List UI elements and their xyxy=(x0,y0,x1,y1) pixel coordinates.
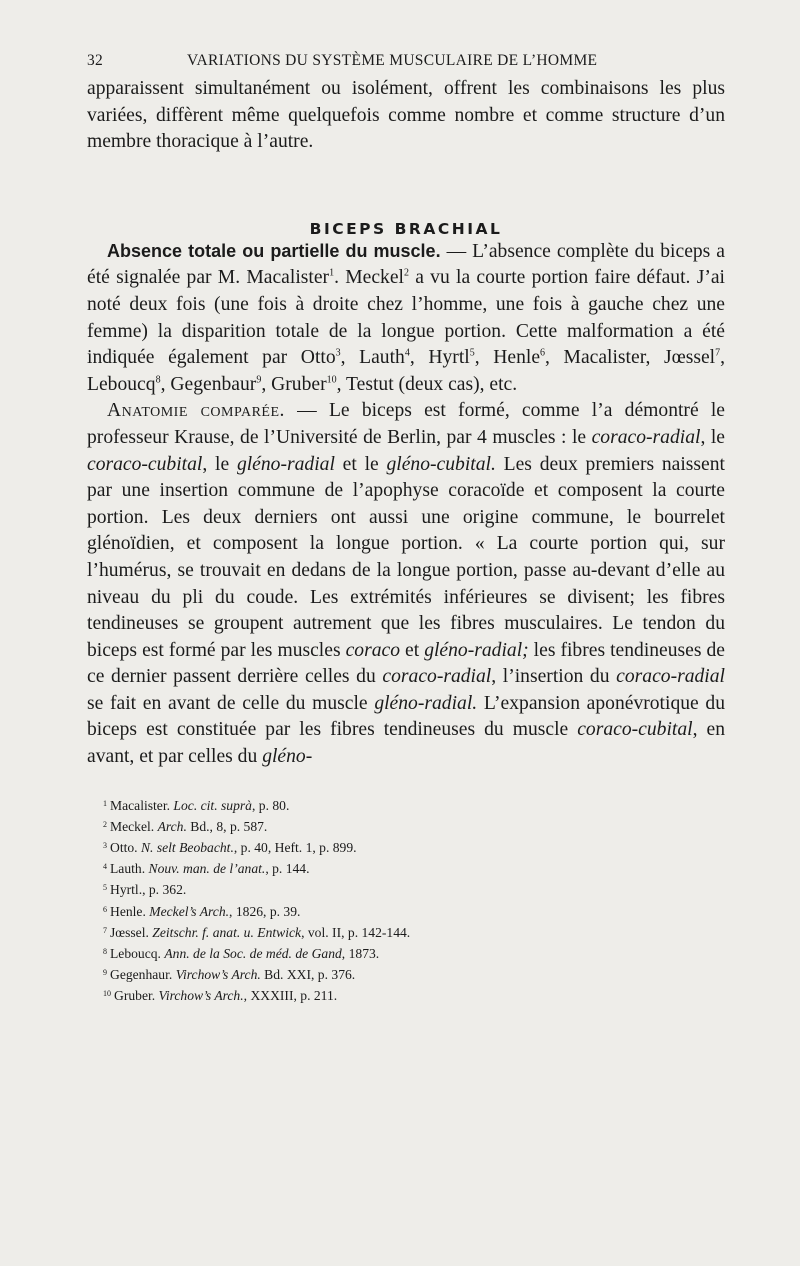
text-run: , Henle xyxy=(474,347,541,369)
footnote-text: Macalister. xyxy=(110,797,174,813)
text-run: , le xyxy=(700,426,726,448)
footnote xyxy=(103,795,725,816)
page xyxy=(87,52,725,1007)
text-run: et le xyxy=(334,453,387,475)
footnote-ref: 2 xyxy=(403,267,409,279)
text-run: , Gruber xyxy=(261,373,327,395)
footnote xyxy=(103,816,725,837)
section-title: BICEPS BRACHIAL xyxy=(309,219,503,238)
footnote xyxy=(103,922,725,943)
footnote-text: , p. 40, Heft. 1, p. 899. xyxy=(233,840,357,856)
footnote-title: Loc. cit. suprà xyxy=(173,797,252,813)
footnote xyxy=(103,858,725,879)
footnote-title: N. selt Beobacht. xyxy=(140,840,234,856)
running-head xyxy=(87,52,725,76)
footnote xyxy=(103,943,725,964)
footnote-text: Bd., 8, p. 587. xyxy=(186,818,268,834)
footnote-number: 4 xyxy=(103,862,107,872)
footnote-ref: 10 xyxy=(326,374,337,386)
footnote-ref: 6 xyxy=(540,347,546,359)
text-run: , Lauth xyxy=(340,347,405,369)
footnote-text: , vol. II, p. 142-144. xyxy=(301,924,411,940)
text-run: , Gegenbaur xyxy=(160,373,257,395)
text-run: , Leboucq xyxy=(87,347,726,395)
footnote-ref: 4 xyxy=(404,347,410,359)
italic-term: gléno-radial xyxy=(236,453,335,475)
footnote xyxy=(103,964,725,985)
absence-paragraph xyxy=(87,238,725,399)
footnote-text: , 1826, p. 39. xyxy=(229,903,301,919)
footnote-title: Virchow’s Arch. xyxy=(175,967,261,983)
footnotes xyxy=(87,795,725,1007)
text-run: les fibres tendineuses de ce dernier passent derrière celles du xyxy=(87,639,726,688)
intro-paragraph: apparaissent simultanément ou isolément, offrent les combinaisons les plus variées, diffèrent même quelquefois comme nombre et comme structure d’un membre thoracique à l’autre. xyxy=(87,78,725,153)
italic-term: gléno-radial. xyxy=(374,692,478,714)
text-run: L’expansion aponévrotique du biceps est constituée par les fibres tendineuses du muscle xyxy=(87,692,726,741)
text-run: . Meckel xyxy=(334,267,404,289)
text-run: , l’insertion du xyxy=(491,666,617,688)
italic-term: coraco-cubital xyxy=(87,453,203,475)
anatomie-lead: Anatomie comparée. xyxy=(107,400,285,422)
text-run: , en avant, et par celles du xyxy=(87,719,725,768)
footnote-number: 10 xyxy=(103,989,111,999)
footnote-text: Hyrtl., p. 362. xyxy=(110,882,187,898)
footnote xyxy=(103,837,725,858)
footnote-text: Gruber. xyxy=(114,988,159,1004)
text-run: , le xyxy=(202,453,237,475)
footnote-text: , p. 80. xyxy=(251,797,290,813)
footnote xyxy=(103,901,725,922)
footnote-text: Lauth. xyxy=(110,861,149,877)
footnote-title: Nouv. man. de l’anat. xyxy=(148,861,266,877)
text-run: et xyxy=(400,639,425,661)
running-title: VARIATIONS DU SYSTÈME MUSCULAIRE DE L’HOMME xyxy=(187,52,598,69)
italic-term: gléno-radial; xyxy=(424,639,529,661)
text-run: , Testut (deux cas), etc. xyxy=(336,373,518,395)
text-run: , Macalister, Jœssel xyxy=(545,347,716,369)
text-run: — Le biceps est formé, comme l’a démontré le professeur Krause, de l’Université de Berlin, par 4 muscles : le xyxy=(87,400,726,448)
footnote-number: 1 xyxy=(103,798,107,808)
footnote-title: Meckel’s Arch. xyxy=(149,903,230,919)
text-run: — L’absence complète du biceps a été signalée par M. Macalister xyxy=(87,240,725,289)
footnote-text: Leboucq. xyxy=(110,945,165,961)
footnote-text: Otto. xyxy=(110,840,141,856)
text-run: a vu la courte portion faire défaut. J’ai noté deux fois (une fois à droite chez l’homme, une fois à gauche chez une femme) la disparition totale de la longue portion. Cette malformation a été indiquée également par Otto xyxy=(87,267,725,369)
footnote-ref: 9 xyxy=(256,374,262,386)
footnote-number: 8 xyxy=(103,946,107,956)
footnote-number: 9 xyxy=(103,968,107,978)
footnote-ref: 1 xyxy=(329,267,335,279)
footnote-number: 2 xyxy=(103,819,107,829)
footnote xyxy=(103,985,725,1006)
italic-term: coraco-radial xyxy=(382,666,492,688)
footnote-title: Ann. de la Soc. de méd. de Gand xyxy=(164,945,342,961)
footnote-number: 5 xyxy=(103,883,107,893)
italic-term: coraco xyxy=(345,639,401,661)
italic-term: gléno-cubital. xyxy=(386,453,496,475)
footnote-title: Virchow’s Arch. xyxy=(158,988,244,1004)
footnote-title: Zeitschr. f. anat. u. Entwick xyxy=(152,924,302,940)
anatomie-paragraph xyxy=(87,398,725,770)
italic-term: gléno- xyxy=(262,746,313,768)
footnote-ref: 7 xyxy=(715,347,721,359)
text-run: Les deux premiers naissent par une insertion commune de l’apophyse coracoïde et composent la courte portion. Les deux derniers ont aussi une origine commune, le bourrelet glénoïdien, et composent la longue portion. « La courte portion qui, sur l’humérus, se trouvait en dedans de la longue portion, passe au-devant d’elle au niveau du pli du coude. Les extrémités inférieures se divisent; les fibres tendineuses se groupent autrement que les fibres musculaires. Le tendon du biceps est formé par les muscles xyxy=(87,453,725,661)
italic-term: coraco-radial xyxy=(591,426,701,448)
italic-term: coraco-radial xyxy=(616,666,725,688)
footnote-text: Meckel. xyxy=(110,818,158,834)
absence-lead: Absence totale ou partielle du muscle. xyxy=(107,240,441,261)
footnote-text: Bd. XXI, p. 376. xyxy=(260,967,356,983)
footnote xyxy=(103,879,725,900)
italic-term: coraco-cubital xyxy=(577,719,693,741)
footnote-ref: 5 xyxy=(469,347,475,359)
footnote-text: , XXXIII, p. 211. xyxy=(243,988,338,1004)
footnote-text: , p. 144. xyxy=(265,861,310,877)
footnote-text: Henle. xyxy=(110,903,150,919)
footnote-text: , 1873. xyxy=(341,945,380,961)
footnote-text: Jœssel. xyxy=(110,924,153,940)
footnote-number: 7 xyxy=(103,925,107,935)
footnote-ref: 3 xyxy=(335,347,341,359)
text-run: se fait en avant de celle du muscle xyxy=(87,692,375,714)
footnote-number: 6 xyxy=(103,904,107,914)
text-run: , Hyrtl xyxy=(409,347,470,369)
footnote-title: Arch. xyxy=(157,818,187,834)
page-number: 32 xyxy=(87,52,104,69)
footnote-ref: 8 xyxy=(155,374,161,386)
footnote-text: Gegenhaur. xyxy=(110,967,176,983)
footnote-number: 3 xyxy=(103,841,107,851)
